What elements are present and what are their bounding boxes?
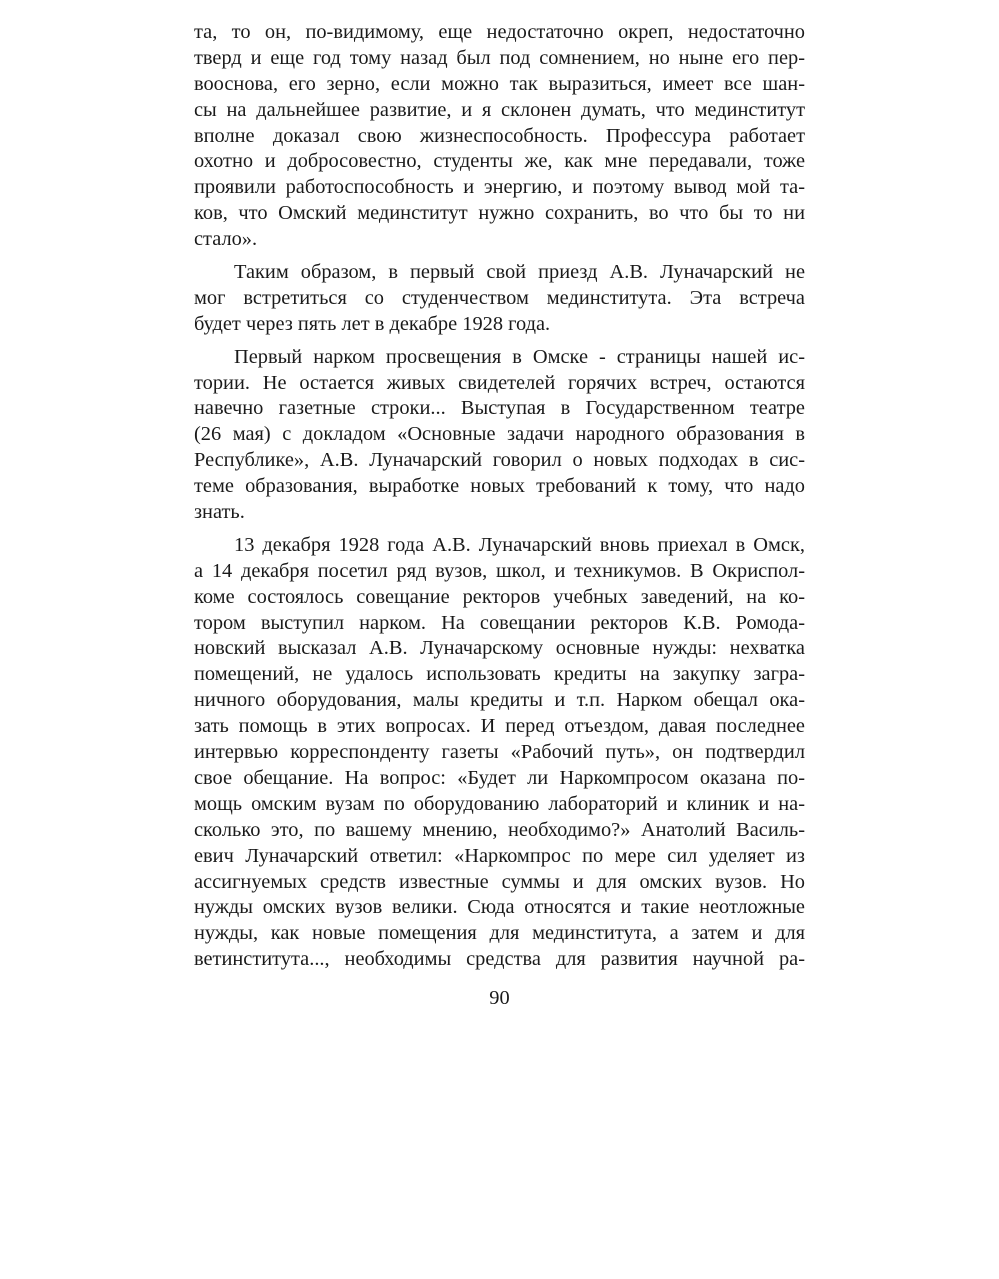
paragraph-3 (194, 345, 805, 526)
text-line: новский высказал А.В. Луначарскому основные нужды: нехватка (194, 637, 805, 660)
text-line: знать. (194, 501, 245, 524)
text-line: свое обещание. На вопрос: «Будет ли Наркомпросом оказана по- (194, 766, 805, 789)
text-line: навечно газетные строки... Выступая в Государственном театре (194, 397, 805, 420)
text-line: теме образования, выработке новых требований к тому, что надо (194, 475, 805, 498)
text-line: мощь омским вузам по оборудованию лабораторий и клиник и на- (194, 792, 805, 815)
text-line: интервью корреспонденту газеты «Рабочий путь», он подтвердил (194, 741, 805, 764)
text-line: коме состоялось совещание ректоров учебных заведений, на ко- (194, 585, 805, 608)
text-line: вполне доказал свою жизнеспособность. Профессура работает (194, 124, 805, 147)
page-number: 90 (489, 987, 510, 1009)
text-line: ков, что Омский мединститут нужно сохранить, во что бы то ни (194, 202, 805, 225)
text-line: тором выступил нарком. На совещании ректоров К.В. Ромода- (194, 611, 805, 634)
text-line: ассигнуемых средств известные суммы и для омских вузов. Но (194, 870, 805, 893)
text-line: нужды омских вузов велики. Сюда относятся и такие неотложные (194, 896, 805, 919)
text-line: ветинститута..., необходимы средства для развития научной ра- (194, 948, 805, 971)
text-line: та, то он, по-видимому, еще недостаточно окреп, недостаточно (194, 21, 805, 43)
text-line: зать помощь в этих вопросах. И перед отъездом, давая последнее (194, 715, 805, 738)
paragraph-2 (194, 260, 805, 338)
text-line: охотно и добросовестно, студенты же, как мне передавали, тоже (194, 150, 805, 173)
text-line: нужды, как новые помещения для мединститута, а затем и для (194, 922, 805, 945)
text-line: Первый нарком просвещения в Омске - страницы нашей ис- (234, 345, 805, 368)
text-line: (26 мая) с докладом «Основные задачи народного образования в (194, 423, 805, 446)
text-line: сколько это, по вашему мнению, необходимо?» Анатолий Василь- (194, 818, 805, 841)
text-line: Республике», А.В. Луначарский говорил о новых подходах в сис- (194, 449, 805, 472)
paragraph-1 (194, 20, 805, 253)
text-line: помещений, не удалось использовать кредиты на закупку загра- (194, 663, 805, 686)
text-line: вооснова, его зерно, если можно так выразиться, имеет все шан- (194, 72, 805, 95)
text-line: стало». (194, 228, 258, 251)
paragraph-4 (194, 533, 805, 973)
text-line: 13 декабря 1928 года А.В. Луначарский вновь приехал в Омск, (234, 533, 805, 556)
text-line: тверд и еще год тому назад был под сомнением, но ныне его пер- (194, 46, 805, 69)
text-line: ничного оборудования, малы кредиты и т.п. Нарком обещал ока- (194, 689, 805, 712)
body-text (194, 20, 805, 980)
text-line: евич Луначарский ответил: «Наркомпрос по мере сил уделяет из (194, 844, 805, 867)
text-line: тории. Не остается живых свидетелей горячих встреч, остаются (194, 371, 805, 394)
text-line: Таким образом, в первый свой приезд А.В. Луначарский не (234, 261, 805, 284)
text-line: проявили работоспособность и энергию, и поэтому вывод мой та- (194, 176, 805, 199)
text-line: а 14 декабря посетил ряд вузов, школ, и техникумов. В Окриспол- (194, 559, 805, 582)
text-line: будет через пять лет в декабре 1928 года. (194, 312, 551, 335)
text-line: сы на дальнейшее развитие, и я склонен думать, что мединститут (194, 98, 805, 121)
text-line: мог встретиться со студенчеством мединститута. Эта встреча (194, 286, 805, 309)
